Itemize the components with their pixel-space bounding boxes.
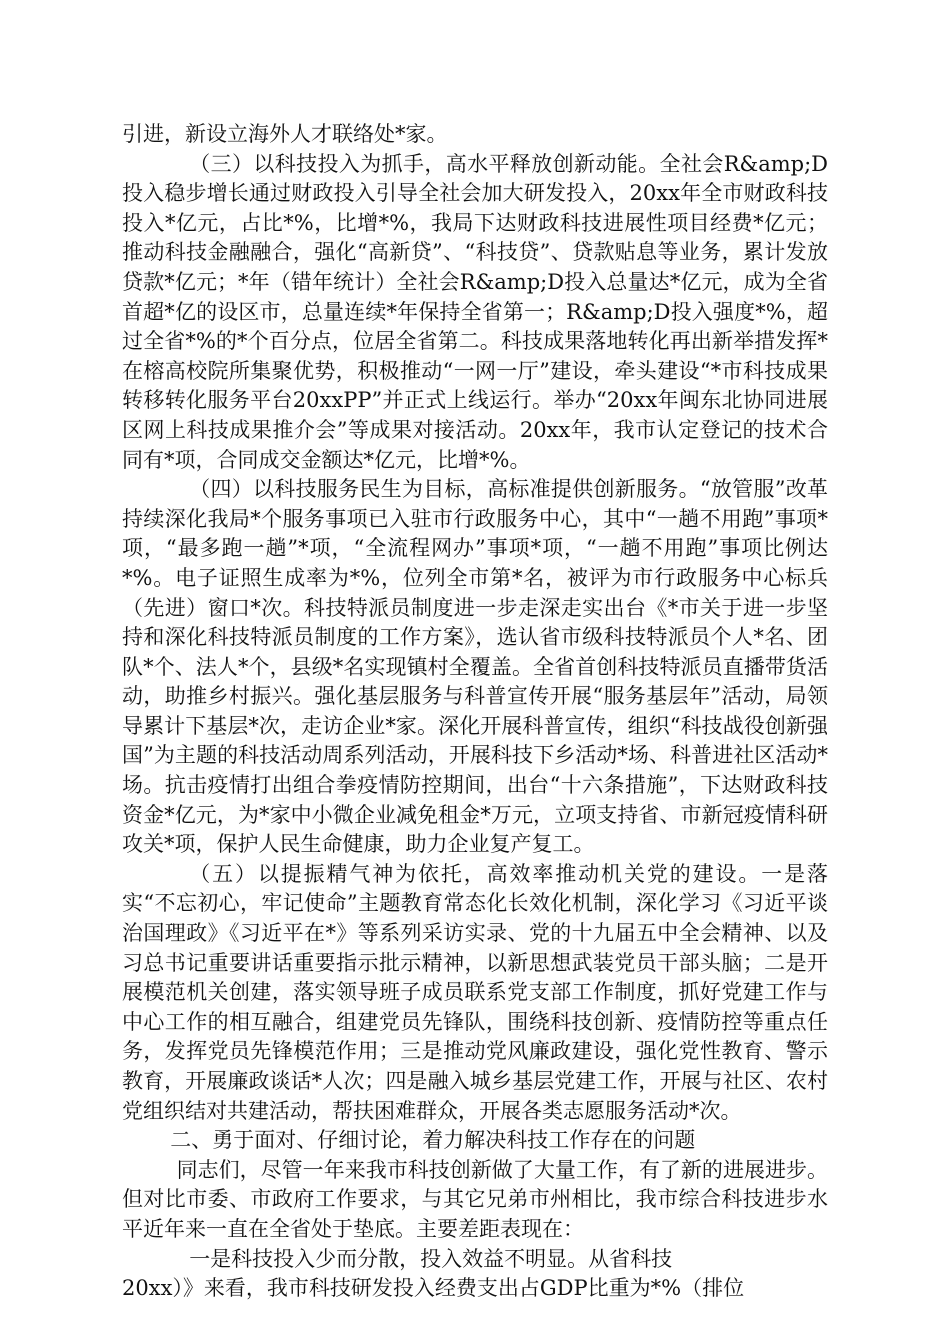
document-body <box>122 120 828 1304</box>
paragraph-section-three: （三）以科技投入为抓手，高水平释放创新动能。全社会R&amp;D投入稳步增长通过财政投入引导全社会加大研发投入，20xx年全市财政科技投入*亿元，占比*%，比增*%，我局下达财政科技进展性项目经费*亿元；推动科技金融融合，强化“高新贷”、“科技贷”、贷款贴息等业务，累计发放贷款*亿元；*年（错年统计）全社会R&amp;D投入总量达*亿元，成为全省首超*亿的设区市，总量连续*年保持全省第一；R&amp;D投入强度*%，超过全省*%的*个百分点，位居全省第二。科技成果落地转化再出新举措发挥*在榕高校院所集聚优势，积极推动“一网一厅”建设，牵头建设“*市科技成果转移转化服务平台20xxPP”并正式上线运行。举办“20xx年闽东北协同进展区网上科技成果推介会”等成果对接活动。20xx年，我市认定登记的技术合同有*项，合同成交金额达*亿元，比增*%。 <box>122 151 828 472</box>
paragraph-point-one: 一是科技投入少而分散，投入效益不明显。从省科技 <box>189 1246 673 1271</box>
paragraph-section-four: （四）以科技服务民生为目标，高标准提供创新服务。“放管服”改革持续深化我局*个服务事项已入驻市行政服务中心，其中“一趟不用跑”事项*项，“最多跑一趟”*项，“全流程网办”事项*项，“一趟不用跑”事项比例达*%。电子证照生成率为*%，位列全市第*名，被评为市行政服务中心标兵（先进）窗口*次。科技特派员制度进一步走深走实出台《*市关于进一步坚持和深化科技特派员制度的工作方案》，选认省市级科技特派员个人*名、团队*个、法人*个，县级*名实现镇村全覆盖。全省首创科技特派员直播带货活动，助推乡村振兴。强化基层服务与科普宣传开展“服务基层年”活动，局领导累计下基层*次，走访企业*家。深化开展科普宣传，组织“科技战役创新强国”为主题的科技活动周系列活动，开展科技下乡活动*场、科普进社区活动*场。抗击疫情打出组合拳疫情防控期间，出台“十六条措施”，下达财政科技资金*亿元，为*家中小微企业减免租金*万元，立项支持省、市新冠疫情科研攻关*项，保护人民生命健康，助力企业复产复工。 <box>122 477 828 857</box>
paragraph-continuation: 引进，新设立海外人才联络处*家。 <box>122 122 448 146</box>
section-heading-two: 二、勇于面对、仔细讨论，着力解决科技工作存在的问题 <box>170 1128 696 1153</box>
paragraph-section-five: （五）以提振精气神为依托，高效率推动机关党的建设。一是落实“不忘初心，牢记使命”主题教育常态化长效化机制，深化学习《习近平谈治国理政》《习近平在*》等系列采访实录、党的十九届五中全会精神、以及习总书记重要讲话重要指示批示精神，以新思想武装党员干部头脑；二是开展模范机关创建，落实领导班子成员联系党支部工作制度，抓好党建工作与中心工作的相互融合，组建党员先锋队，围绕科技创新、疫情防控等重点任务，发挥党员先锋模范作用；三是推动党风廉政建设，强化党性教育、警示教育，开展廉政谈话*人次；四是融入城乡基层党建工作，开展与社区、农村党组织结对共建活动，帮扶困难群众，开展各类志愿服务活动*次。 <box>122 861 828 1123</box>
paragraph-point-one-continued: 20xx）》来看，我市科技研发投入经费支出占GDP比重为*%（排位 <box>122 1276 745 1301</box>
paragraph-intro: 同志们，尽管一年来我市科技创新做了大量工作，有了新的进展进步。但对比市委、市政府工作要求，与其它兄弟市州相比，我市综合科技进步水平近年来一直在全省处于垫底。主要差距表现在： <box>122 1157 828 1241</box>
